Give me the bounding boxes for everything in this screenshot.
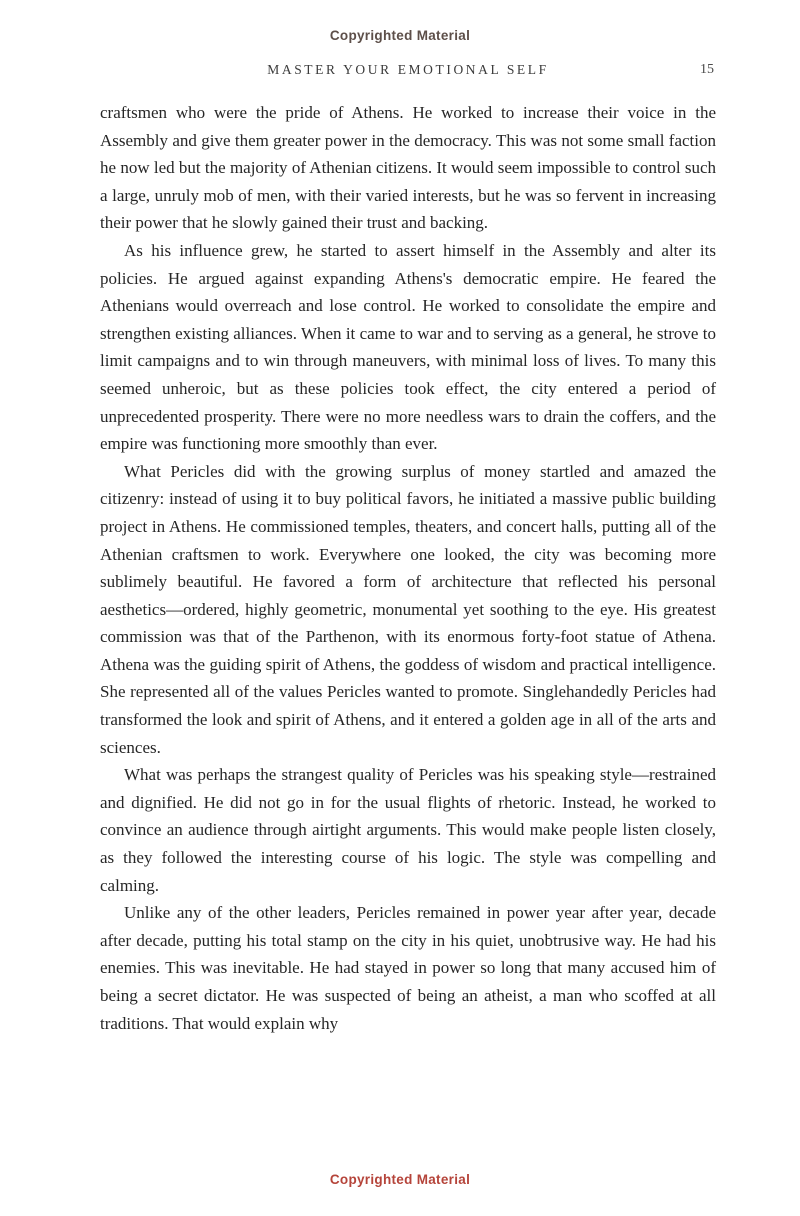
chapter-title: MASTER YOUR EMOTIONAL SELF — [267, 62, 549, 77]
paragraph: Unlike any of the other leaders, Pericles remained in power year after year, decade after decade, putting his total stamp on the city in his quiet, unobtrusive way. He had his enemies. This was inevitable. He had stayed in power so long that many accused him of being a secret dictator. He was suspected of being an atheist, a man who scoffed at all traditions. That would explain why — [100, 903, 716, 1033]
paragraph: What Pericles did with the growing surplus of money startled and amazed the citizenry: instead of using it to buy political favors, he initiated a massive public building project in Athens. He commissioned temples, theaters, and concert halls, putting all of the Athenian craftsmen to work. Everywhere one looked, the city was becoming more sublimely beautiful. He favored a form of architecture that reflected his personal aesthetics—ordered, highly geometric, monumental yet soothing to the eye. His greatest commission was that of the Parthenon, with its enormous forty-foot statue of Athena. Athena was the guiding spirit of Athens, the goddess of wisdom and practical intelligence. She represented all of the values Pericles wanted to promote. Singlehandedly Pericles had transformed the look and spirit of Athens, and it entered a golden age in all of the arts and sciences. — [100, 461, 716, 757]
paragraph: What was perhaps the strangest quality of Pericles was his speaking style—restrained and dignified. He did not go in for the usual flights of rhetoric. Instead, he worked to convince an audience through airtight arguments. This would make people listen closely, as they followed the interesting course of his logic. The style was compelling and calming. — [100, 765, 716, 895]
copyright-notice-top: Copyrighted Material — [329, 28, 471, 43]
copyright-notice-bottom: Copyrighted Material — [329, 1172, 471, 1187]
paragraph: As his influence grew, he started to assert himself in the Assembly and alter its policies. He argued against expanding Athens's democratic empire. He feared the Athenians would overreach and lose control. He worked to consolidate the empire and strengthen existing alliances. When it came to war and to serving as a general, he strove to limit campaigns and to win through maneuvers, with minimal loss of lives. To many this seemed unheroic, but as these policies took effect, the city entered a period of unprecedented prosperity. There were no more needless wars to drain the coffers, and the empire was functioning more smoothly than ever. — [100, 240, 716, 454]
page-number: 15 — [700, 62, 714, 77]
paragraph: craftsmen who were the pride of Athens. He worked to increase their voice in the Assembly and give them greater power in the democracy. This was not some small faction he now led but the majority of Athenian citizens. It would seem impossible to control such a large, unruly mob of men, with their varied interests, but he was so fervent in increasing their power that he slowly gained their trust and backing. — [100, 103, 716, 233]
body-text — [100, 99, 716, 1037]
running-header — [100, 62, 716, 78]
